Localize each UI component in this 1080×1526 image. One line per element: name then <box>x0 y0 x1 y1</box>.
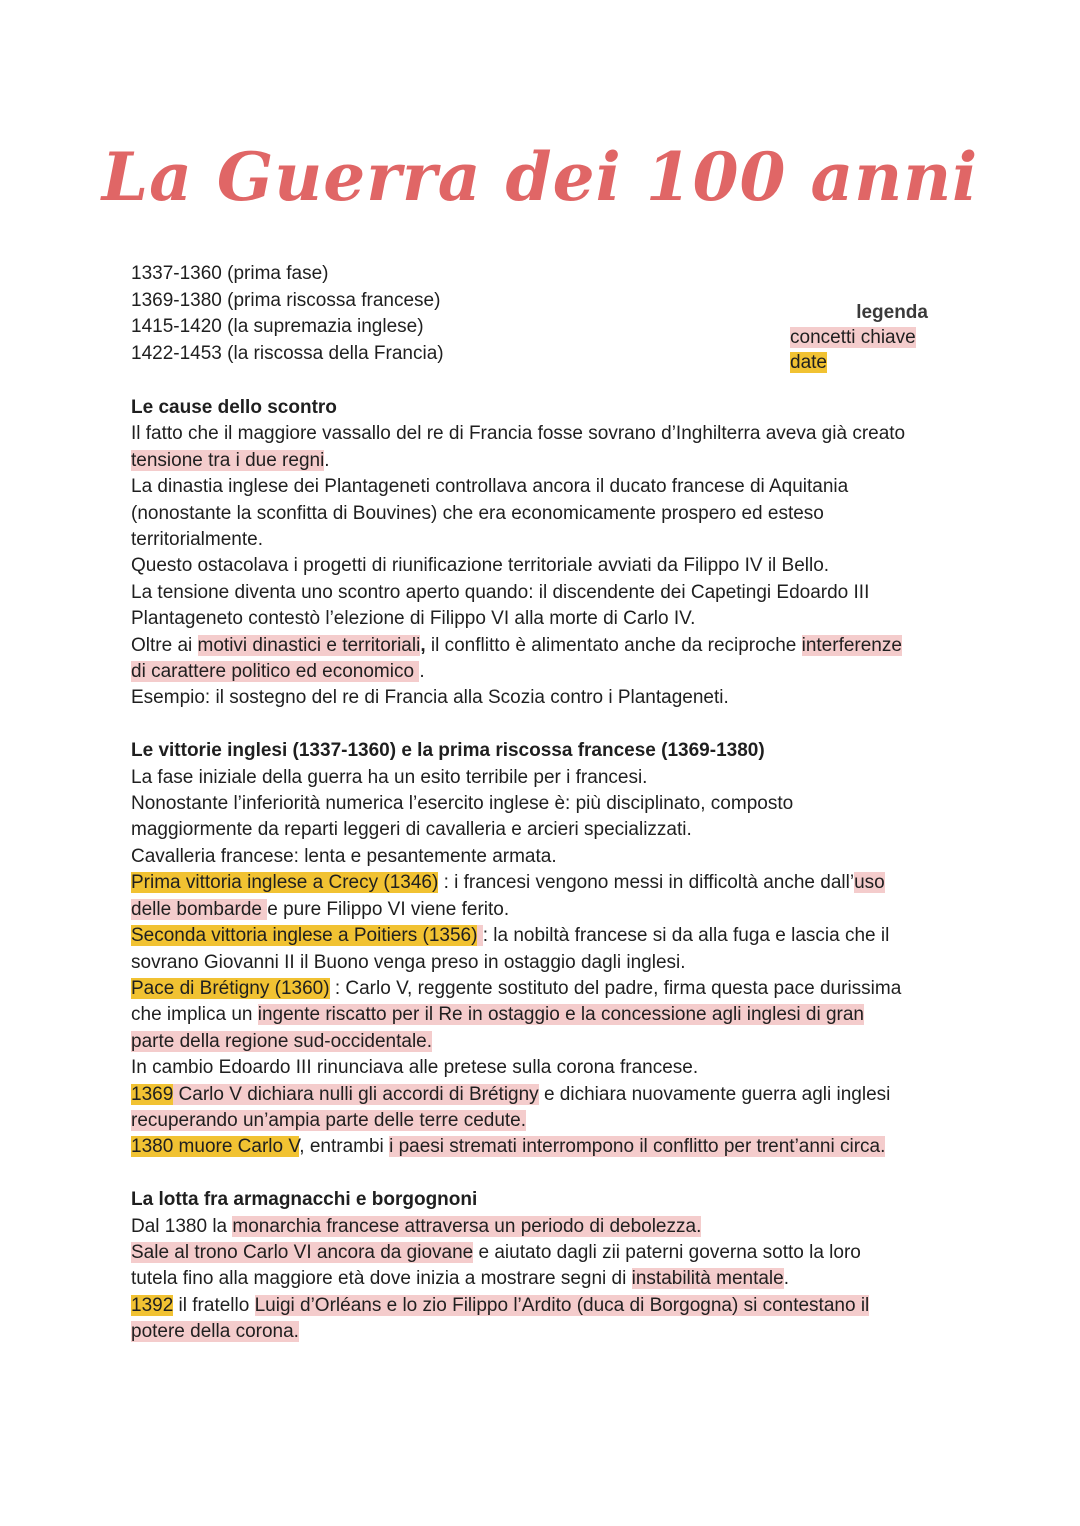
text-line <box>131 897 961 923</box>
text-line <box>131 1266 961 1292</box>
text-segment: il conflitto è alimentato anche da reciproche <box>425 634 802 656</box>
key-concept-highlight: recuperando un’ampia parte delle terre cedute. <box>131 1109 527 1131</box>
text-line <box>131 527 961 553</box>
text-segment: Oltre ai <box>131 634 198 656</box>
legend-key-concepts: concetti chiave <box>790 327 916 348</box>
legend-dates: date <box>790 352 827 373</box>
text-line <box>131 1055 961 1081</box>
date-highlight: Pace di Brétigny (1360) <box>131 977 330 999</box>
text-line <box>131 765 961 791</box>
phase-item: 1422-1453 (la riscossa della Francia) <box>131 342 444 364</box>
text-line <box>131 976 961 1002</box>
text-segment: La fase iniziale della guerra ha un esito terribile per i francesi. <box>131 766 648 788</box>
key-concept-highlight: interferenze <box>801 634 902 656</box>
text-line <box>131 1134 961 1160</box>
text-line <box>131 421 961 447</box>
date-highlight: 1369 <box>131 1083 174 1105</box>
text-line <box>131 1293 961 1319</box>
text-segment: e pure Filippo VI viene ferito. <box>267 898 510 920</box>
text-segment: Nonostante l’inferiorità numerica l’esercito inglese è: più disciplinato, composto <box>131 793 794 815</box>
text-segment: che implica un <box>131 1004 258 1026</box>
text-segment: : i francesi vengono messi in difficoltà anche dall’ <box>438 872 855 894</box>
text-segment: maggiormente da reparti leggeri di cavalleria e arcieri specializzati. <box>131 819 692 841</box>
text-segment: Cavalleria francese: lenta e pesantemente armata. <box>131 845 557 867</box>
text-line <box>131 923 961 949</box>
text-line <box>131 844 961 870</box>
key-concept-highlight: i paesi stremati interrompono il conflitto per trent’anni circa. <box>389 1136 886 1158</box>
phase-item: 1415-1420 (la supremazia inglese) <box>131 316 424 337</box>
text-line <box>131 633 961 659</box>
text-line <box>131 817 961 843</box>
text-line <box>131 1002 961 1028</box>
section-heading: La lotta fra armagnacchi e borgognoni <box>131 1189 478 1211</box>
key-concept-highlight: potere della corona. <box>131 1321 299 1343</box>
key-concept-highlight: delle bombarde <box>131 898 268 920</box>
text-segment: (nonostante la sconfitta di Bouvines) che era economicamente prospero ed esteso <box>131 502 824 524</box>
section-heading: Le cause dello scontro <box>131 397 337 418</box>
date-highlight: 1380 muore Carlo V <box>131 1136 300 1158</box>
text-segment: il fratello <box>173 1294 255 1316</box>
text-line <box>131 1240 961 1266</box>
legend <box>790 300 928 375</box>
text-line <box>131 791 961 817</box>
text-segment: Il fatto che il maggiore vassallo del re di Francia fosse sovrano d’Inghilterra aveva già creato <box>131 423 906 445</box>
text-segment: , entrambi <box>299 1136 390 1158</box>
notes-body <box>131 395 961 1346</box>
date-highlight: 1392 <box>131 1294 174 1316</box>
key-concept-highlight: instabilità mentale <box>631 1268 784 1290</box>
date-highlight: Prima vittoria inglese a Crecy (1346) <box>131 872 439 894</box>
key-concept-highlight: parte della regione sud-occidentale. <box>131 1030 433 1052</box>
text-segment: , <box>420 634 426 656</box>
text-segment: La tensione diventa uno scontro aperto quando: il discendente dei Capetingi Edoardo III <box>131 581 870 603</box>
text-line <box>131 1029 961 1055</box>
text-line <box>131 870 961 896</box>
text-line <box>131 1082 961 1108</box>
text-line <box>131 553 961 579</box>
text-line <box>131 659 961 685</box>
key-concept-highlight: ingente riscatto per il Re in ostaggio e la concessione agli inglesi di gran <box>257 1004 864 1026</box>
text-segment: tutela fino alla maggiore età dove inizia a mostrare segni di <box>131 1268 632 1290</box>
section-spacer <box>131 1161 961 1187</box>
date-highlight: Seconda vittoria inglese a Poitiers (1356) <box>131 925 478 947</box>
phase-item: 1369-1380 (prima riscossa francese) <box>131 289 441 311</box>
text-segment: territorialmente. <box>131 529 263 551</box>
text-segment: Questo ostacolava i progetti di riunificazione territoriale avviati da Filippo IV il Bello. <box>131 555 830 577</box>
page-title: La Guerra dei 100 anni <box>101 138 979 216</box>
text-segment: e dichiara nuovamente guerra agli inglesi <box>538 1083 891 1105</box>
key-concept-highlight: tensione tra i due regni <box>131 449 325 471</box>
text-line <box>131 606 961 632</box>
text-segment: sovrano Giovanni II il Buono venga preso in ostaggio dagli inglesi. <box>131 951 686 973</box>
text-segment: Esempio: il sostegno del re di Francia alla Scozia contro i Plantageneti. <box>131 687 729 709</box>
text-segment: In cambio Edoardo III rinunciava alle pretese sulla corona francese. <box>131 1057 699 1079</box>
text-segment: : la nobiltà francese si da alla fuga e lascia che il <box>482 925 890 947</box>
text-line <box>131 474 961 500</box>
text-line <box>131 1108 961 1134</box>
key-concept-highlight: di carattere politico ed economico <box>131 661 420 683</box>
text-line <box>131 448 961 474</box>
text-segment: Dal 1380 la <box>131 1215 233 1237</box>
text-line <box>131 685 961 711</box>
text-segment: Plantageneto contestò l’elezione di Filippo VI alla morte di Carlo IV. <box>131 608 696 630</box>
key-concept-highlight: Carlo V dichiara nulli gli accordi di Brétigny <box>173 1083 539 1105</box>
legend-heading: legenda <box>856 302 928 323</box>
text-line <box>131 1214 961 1240</box>
section-heading: Le vittorie inglesi (1337-1360) e la prima riscossa francese (1369-1380) <box>131 740 765 762</box>
key-concept-highlight: Luigi d’Orléans e lo zio Filippo l’Ardito (duca di Borgogna) si contestano il <box>254 1294 870 1316</box>
text-line <box>131 501 961 527</box>
text-line <box>131 1319 961 1345</box>
text-line <box>131 580 961 606</box>
key-concept-highlight: motivi dinastici e territoriali <box>197 634 421 656</box>
text-segment: La dinastia inglese dei Plantageneti controllava ancora il ducato francese di Aquitania <box>131 476 849 498</box>
text-segment: : Carlo V, reggente sostituto del padre, firma questa pace durissima <box>329 977 902 999</box>
phases-list <box>131 261 444 367</box>
key-concept-highlight: monarchia francese attraversa un periodo di debolezza. <box>232 1215 702 1237</box>
text-segment: e aiutato dagli zii paterni governa sotto la loro <box>473 1241 861 1263</box>
text-segment: . <box>419 661 425 683</box>
text-segment: . <box>783 1268 789 1290</box>
key-concept-highlight: Sale al trono Carlo VI ancora da giovane <box>131 1241 474 1263</box>
key-concept-highlight: uso <box>854 872 885 894</box>
text-segment: . <box>324 449 330 471</box>
section-spacer <box>131 712 961 738</box>
text-line <box>131 950 961 976</box>
phase-item: 1337-1360 (prima fase) <box>131 263 329 284</box>
